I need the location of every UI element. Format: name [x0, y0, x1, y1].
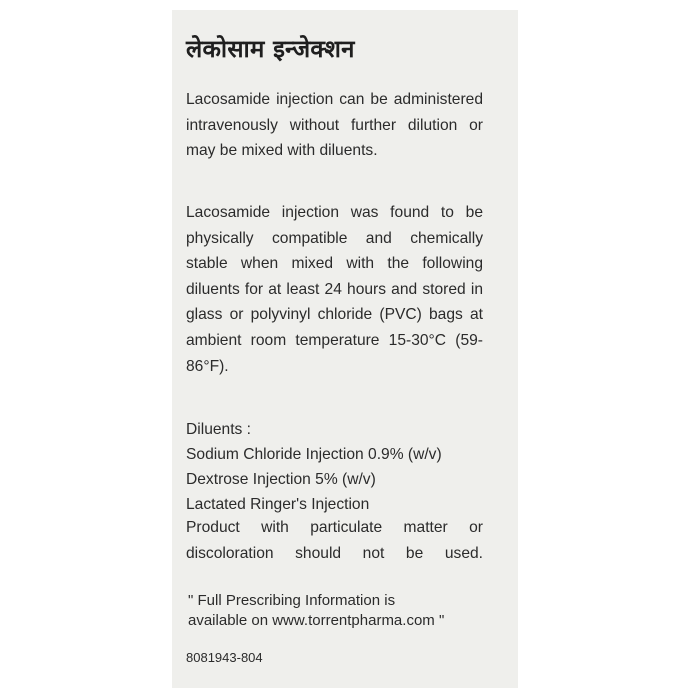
product-code: 8081943-804: [186, 650, 263, 665]
diluents-heading: Diluents :: [186, 421, 252, 438]
administration-paragraph: Lacosamide injection can be administered intravenously without further dilution or may be mixed with diluents.: [186, 91, 483, 160]
warning-line-1: Product with particulate matter or: [186, 519, 483, 536]
prescribing-info-line-1: " Full Prescribing Information is: [188, 592, 396, 609]
diluent-item-sodium-chloride: Sodium Chloride Injection 0.9% (w/v): [186, 446, 442, 463]
prescribing-info-line-2: available on www.torrentpharma.com ": [188, 612, 445, 629]
diluent-item-lactated-ringers: Lactated Ringer's Injection: [186, 496, 370, 513]
product-title: लेकोसाम इन्जेक्शन: [186, 35, 355, 63]
compatibility-paragraph: Lacosamide injection was found to be physically compatible and chemically stable when mixed with the following diluents for at least 24 hours and stored in glass or polyvinyl chloride (PVC) bags at ambient room temperature 15-30°C (59-86°F).: [186, 204, 483, 375]
diluent-item-dextrose: Dextrose Injection 5% (w/v): [186, 471, 376, 488]
medicine-label-panel: [172, 10, 518, 688]
warning-line-2: discoloration should not be used.: [186, 545, 483, 562]
